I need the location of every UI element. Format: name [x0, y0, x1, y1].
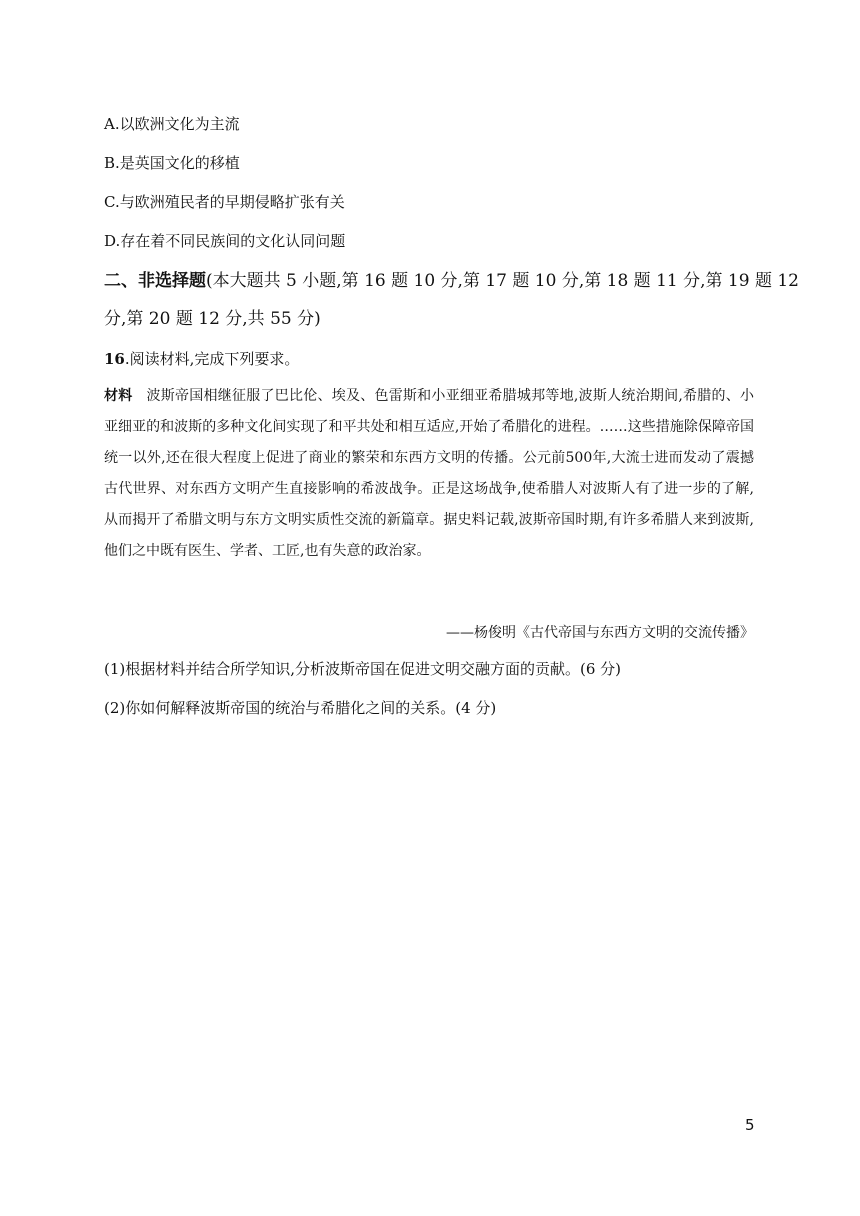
- material-text: 波斯帝国相继征服了巴比伦、埃及、色雷斯和小亚细亚希腊城邦等地,波斯人统治期间,希腊的、小亚细亚的和波斯的多种文化间实现了和平共处和相互适应,开始了希腊化的进程。……这些措施除保障帝国统一以外,还在很大程度上促进了商业的繁荣和东西方文明的传播。公元前500年,大流士进而发动了震撼古代世界、对东西方文明产生直接影响的希波战争。正是这场战争,使希腊人对波斯人有了进一步的了解,从而揭开了希腊文明与东方文明实质性交流的新篇章。据史料记载,波斯帝国时期,有许多希腊人来到波斯,他们之中既有医生、学者、工匠,也有失意的政治家。: [104, 388, 754, 559]
- material-label: 材料: [104, 388, 133, 404]
- sub-question-2: (2)你如何解释波斯帝国的统治与希腊化之间的关系。(4 分): [104, 699, 497, 717]
- question-prompt: .阅读材料,完成下列要求。: [124, 350, 300, 368]
- section-description-2: 分,第 20 题 12 分,共 55 分): [104, 309, 321, 329]
- option-b: B.是英国文化的移植: [104, 154, 240, 172]
- material-source: ——杨俊明《古代帝国与东西方文明的交流传播》: [446, 625, 754, 641]
- section-heading-line: [104, 270, 799, 292]
- option-a: A.以欧洲文化为主流: [104, 115, 240, 133]
- option-d: D.存在着不同民族间的文化认同问题: [104, 232, 346, 250]
- sub-question-1: (1)根据材料并结合所学知识,分析波斯帝国在促进文明交融方面的贡献。(6 分): [104, 660, 622, 678]
- section-description-1: (本大题共 5 小题,第 16 题 10 分,第 17 题 10 分,第 18 题 11 分,第 19 题 12: [206, 271, 799, 291]
- option-c: C.与欧洲殖民者的早期侵略扩张有关: [104, 193, 345, 211]
- question-number: 16: [104, 350, 125, 368]
- question-16-prompt-line: [104, 349, 299, 369]
- section-heading: 二、非选择题: [104, 271, 206, 291]
- page-number: 5: [745, 1116, 755, 1134]
- material-block: [104, 381, 754, 567]
